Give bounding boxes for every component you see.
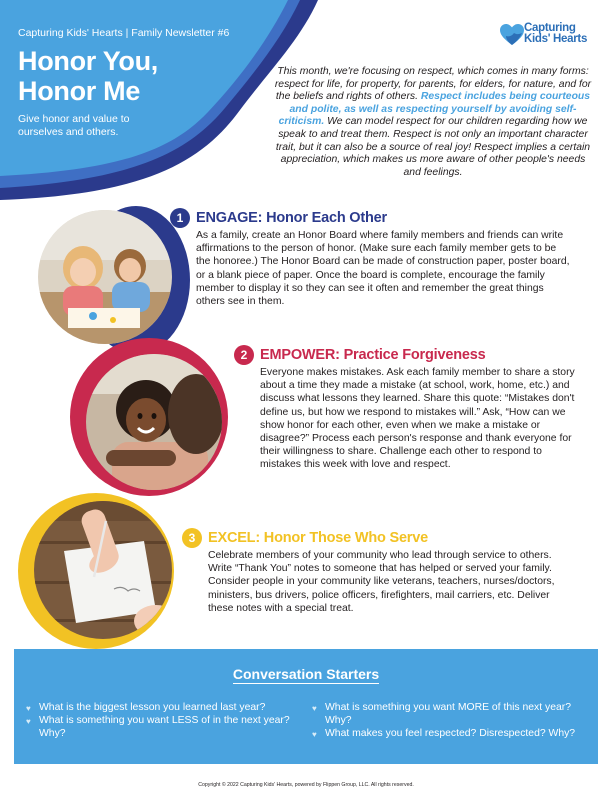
section-1-number: 1 (170, 208, 190, 228)
copyright-footer: Copyright © 2022 Capturing Kids' Hearts, powered by Flippen Group, LLC. All rights reserved. (198, 782, 414, 788)
heart-logo-icon (500, 24, 524, 46)
section-2-photo (86, 354, 222, 490)
writing-note-image (34, 501, 172, 639)
heart-icon: ♥ (26, 717, 31, 726)
hugging-child-image (86, 354, 222, 490)
question-4-text: What makes you feel respected? Disrespected? Why? (325, 728, 576, 739)
intro-highlight: Respect includes being courteous and polite, as well as respecting yourself by avoiding self-criticism. (278, 91, 591, 128)
title-line-1: Honor You, (18, 46, 158, 76)
section-1-body: As a family, create an Honor Board where family members and friends can write affirmations to the person of honor. (Make sure each family member gets to be the honoree.) The Honor Board can be made of construction paper, poster board, or a blank piece of paper. Once the board is complete, encourage the family member to display it so they can see it often and remember the great things others see in them. (196, 230, 570, 308)
heart-icon: ♥ (26, 704, 31, 713)
conversation-title-text: Conversation Starters (232, 666, 380, 682)
section-2-number: 2 (234, 345, 254, 365)
logo-line-1: Capturing (524, 22, 576, 34)
children-drawing-image (38, 210, 172, 344)
section-2-heading: EMPOWER: Practice Forgiveness (260, 347, 486, 363)
section-3-number: 3 (182, 528, 202, 548)
section-3-photo (34, 501, 172, 639)
question-2 (26, 715, 296, 740)
question-3 (312, 702, 582, 727)
section-1-photo (38, 210, 172, 344)
section-3-heading: EXCEL: Honor Those Who Serve (208, 530, 428, 546)
title-line-2: Honor Me (18, 76, 141, 106)
logo-wordmark (524, 23, 587, 45)
intro-text-1: This month, we're focusing on respect, which comes in many forms: respect for life, for property, for parents, for elders, for nature, and for the beliefs and rights of others. (274, 66, 592, 103)
question-3-text: What is something you want MORE of this next year? Why? (325, 702, 572, 726)
question-2-text: What is something you want LESS of in the next year? Why? (39, 715, 290, 739)
logo-line-2: Kids' Hearts (524, 33, 588, 45)
newsletter-kicker: Capturing Kids' Hearts | Family Newsletter #6 (18, 27, 230, 39)
section-1-heading: ENGAGE: Honor Each Other (196, 210, 387, 226)
page-subtitle: Give honor and value to ourselves and others. (18, 113, 130, 138)
section-2-body: Everyone makes mistakes. Ask each family member to share a story about a time they made a mistake (at school, work, home, etc.) and discuss what lessons they learned. Share this quote: “Mistakes don't define us, but how we respond to mistakes will.” Ask, “How can we show honor for each other, even when we make a mistake or disagree?” Process each person's response and thank everyone for their willingness to share. Challenge each other to respond to mistakes this week with love and respect. (260, 367, 575, 471)
ckh-logo (500, 23, 600, 49)
conversation-starters-box (14, 649, 598, 764)
heart-icon: ♥ (312, 730, 317, 739)
intro-paragraph (272, 66, 594, 179)
question-4 (312, 728, 582, 741)
question-1 (26, 702, 296, 715)
page-title (18, 46, 158, 106)
section-3-body: Celebrate members of your community who lead through service to others. Write “Thank You” notes to someone that has helped or served your family. Consider people in your community like veterans, teachers, nurses/doctors, ministers, bus drivers, police officers, firefighters, mail carriers, etc. Deliver these notes with a special treat. (208, 550, 555, 614)
heart-icon: ♥ (312, 704, 317, 713)
question-1-text: What is the biggest lesson you learned last year? (39, 702, 266, 713)
intro-text-2: We can model respect for our children regarding how we speak to and treat them. Respect is not only an important character trait, but it can also be a source of real joy! Respect implies a certain appreciation, which makes us more aware of other people's needs and feelings. (275, 116, 591, 178)
conversation-title (14, 666, 598, 682)
